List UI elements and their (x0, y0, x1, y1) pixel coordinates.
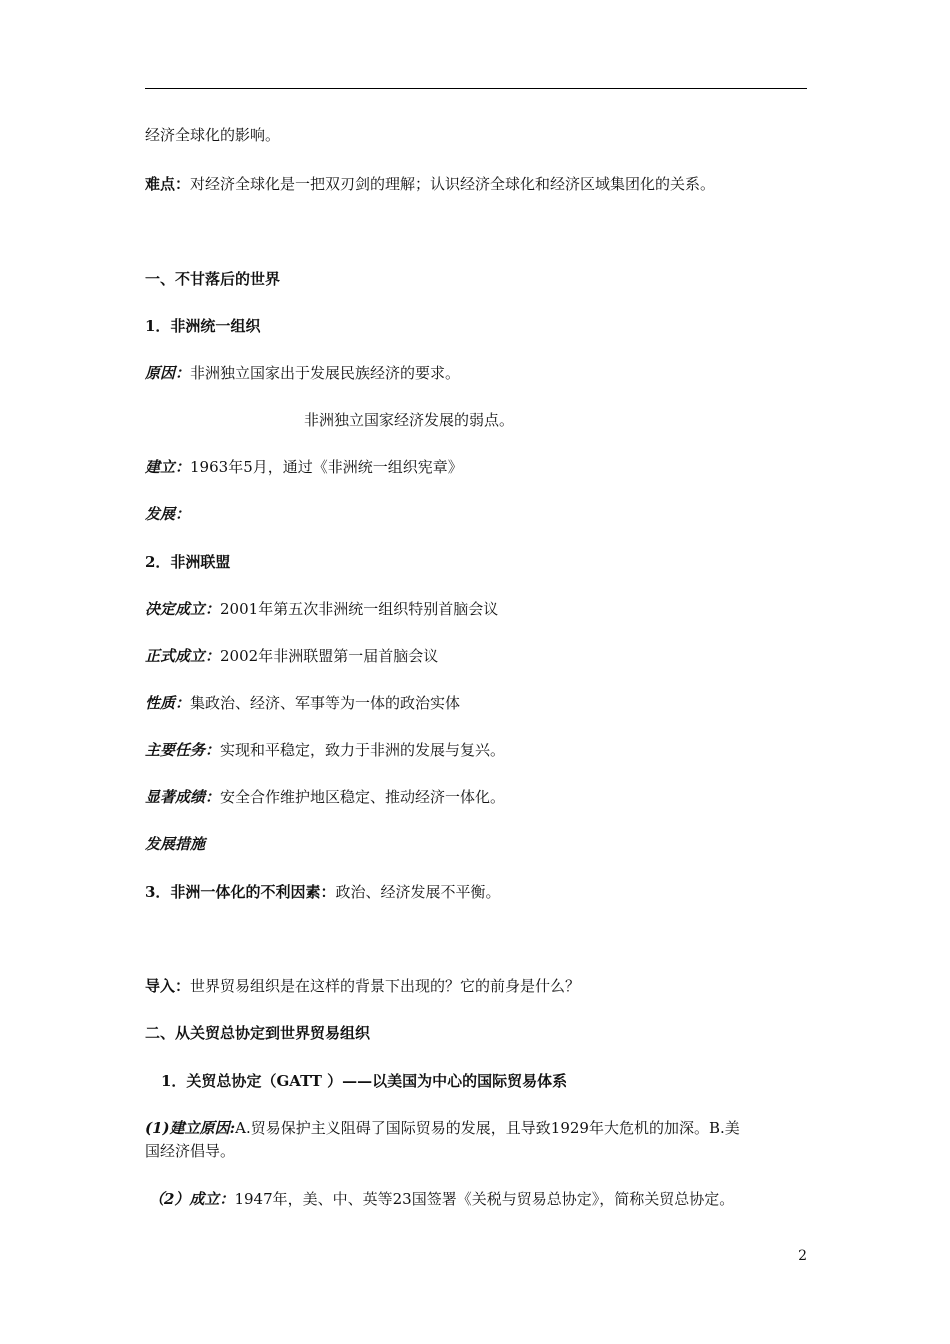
official-founding-text: 2002年非洲联盟第一届首脑会议 (220, 647, 439, 665)
development-label: 发展： (145, 505, 191, 523)
decision-text: 2001年第五次非洲统一组织特别首脑会议 (220, 600, 499, 618)
founding-line (145, 456, 463, 478)
difficulty-label: 难点： (145, 175, 191, 193)
subheading-au: 2．非洲联盟 (145, 553, 231, 571)
gatt-founding-label: （2）成立： (149, 1190, 235, 1208)
subheading-oau: 1．非洲统一组织 (145, 317, 261, 335)
nature-label: 性质： (145, 694, 191, 712)
intro-text: 世界贸易组织是在这样的背景下出现的？它的前身是什么？ (190, 977, 581, 995)
reason-line (145, 362, 460, 384)
section-heading-2: 二、从关贸总协定到世界贸易组织 (145, 1024, 371, 1042)
paragraph-impact: 经济全球化的影响。 (145, 126, 281, 144)
gatt-reason-label: (1)建立原因: (145, 1119, 236, 1137)
gatt-reason-cont: 国经济倡导。 (145, 1142, 236, 1160)
nature-text: 集政治、经济、军事等为一体的政治实体 (190, 694, 461, 712)
difficulty-line (145, 173, 715, 195)
official-founding-line (145, 645, 438, 667)
subheading-gatt: 1．关贸总协定（GATT ）——以美国为中心的国际贸易体系 (161, 1072, 568, 1090)
founding-text: 1963年5月，通过《非洲统一组织宪章》 (190, 458, 463, 476)
gatt-founding-text: 1947年，美、中、英等23国签署《关税与贸易总协定》，简称关贸总协定。 (234, 1190, 735, 1208)
main-task-label: 主要任务： (145, 741, 221, 759)
achievement-line (145, 786, 505, 808)
main-task-line (145, 739, 505, 761)
decision-label: 决定成立： (145, 600, 221, 618)
intro-label: 导入： (145, 977, 191, 995)
unfavorable-factors-label: 3．非洲一体化的不利因素： (145, 883, 336, 901)
official-founding-label: 正式成立： (145, 647, 221, 665)
header-rule (145, 88, 807, 89)
main-task-text: 实现和平稳定，致力于非洲的发展与复兴。 (220, 741, 506, 759)
nature-line (145, 692, 460, 714)
founding-label: 建立： (145, 458, 191, 476)
unfavorable-factors-line (145, 881, 500, 903)
difficulty-text: 对经济全球化是一把双刃剑的理解；认识经济全球化和经济区域集团化的关系。 (190, 175, 716, 193)
achievement-label: 显著成绩： (145, 788, 221, 806)
section-heading-1: 一、不甘落后的世界 (145, 270, 281, 288)
reason-line-2: 非洲独立国家经济发展的弱点。 (304, 411, 515, 429)
measures-label: 发展措施 (145, 835, 206, 853)
page-number: 2 (798, 1248, 807, 1264)
decision-line (145, 598, 498, 620)
reason-label: 原因： (145, 364, 191, 382)
gatt-reason-text: A.贸易保护主义阻碍了国际贸易的发展，且导致1929年大危机的加深。B.美 (235, 1119, 740, 1137)
unfavorable-factors-text: 政治、经济发展不平衡。 (335, 883, 501, 901)
gatt-founding-line (149, 1188, 734, 1210)
intro-line (145, 975, 580, 997)
achievement-text: 安全合作维护地区稳定、推动经济一体化。 (220, 788, 506, 806)
reason-text: 非洲独立国家出于发展民族经济的要求。 (190, 364, 461, 382)
gatt-reason-line (145, 1117, 740, 1139)
